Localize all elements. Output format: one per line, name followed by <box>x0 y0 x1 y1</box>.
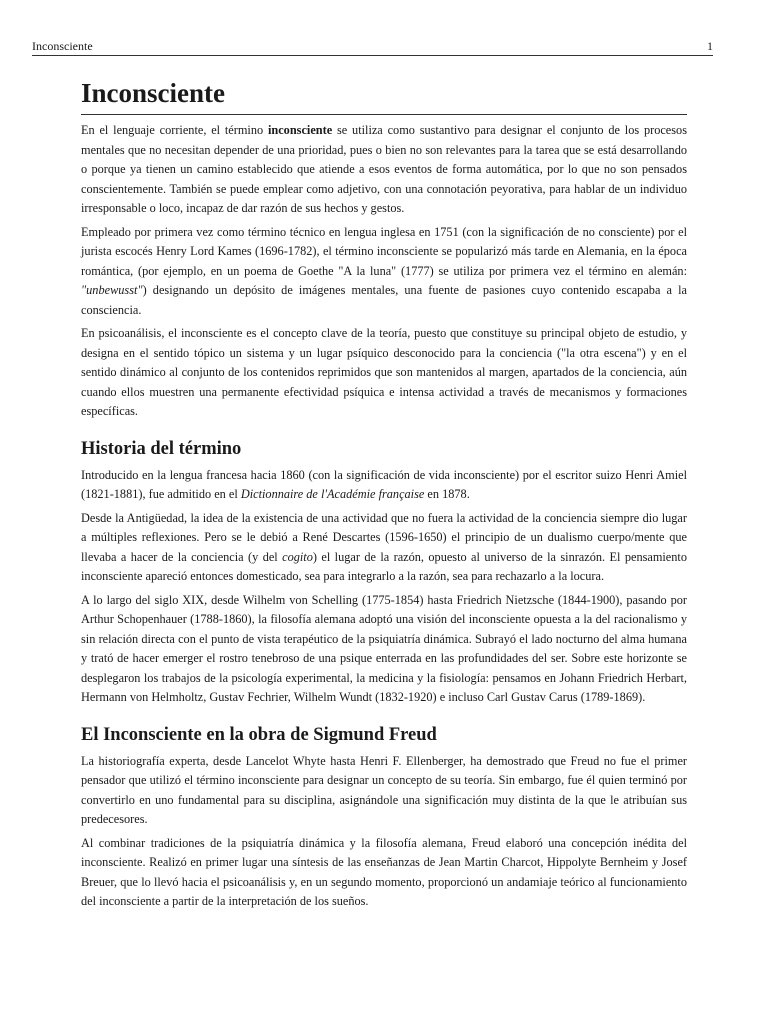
text-run: Desde la Antigüedad, la idea de la existencia de una actividad que no fuera la actividad de la conciencia siempre dio lugar a múltiples reflexiones. Pero se le debió a René Descartes (1596-1650) el principio de un dualismo cuerpo/mente que llevaba a hacer de la conciencia (y del <box>81 510 687 564</box>
bold-term: inconsciente <box>267 123 333 137</box>
historia-paragraph-1 <box>81 466 687 505</box>
text-run: ) el lugar de la razón, opuesto al universo de la sinrazón. El pensamiento inconsciente apareció entonces domesticado, sea para integrarlo a la razón, sea para rechazarlo a la locura. <box>81 549 687 583</box>
text-run: ) designando un depósito de imágenes mentales, una fuente de pasiones cuyo contenido escapaba a la consciencia. <box>81 283 687 317</box>
text-run: Empleado por primera vez como término técnico en lengua inglesa en 1751 (con la significación de no consciente) por el jurista escocés Henry Lord Kames (1696-1782), el término inconsciente se popularizó más tarde en Alemania, en la época romántica, (por ejemplo, en un poema de Goethe "A la luna" (1777) se utiliza por primera vez el término en alemán: <box>81 224 687 278</box>
text-run: En el lenguaje corriente, el término <box>81 123 268 137</box>
intro-paragraph-2 <box>81 223 687 321</box>
text-run: Introducido en la lengua francesa hacia 1860 (con la significación de vida inconsciente) por el escritor suizo Henri Amiel (1821-1881), fue admitido en el <box>81 467 687 501</box>
freud-paragraph-2: Al combinar tradiciones de la psiquiatría dinámica y la filosofía alemana, Freud elaboró una concepción inédita del inconsciente. Realizó en primer lugar una síntesis de las enseñanzas de Jean Martin Charcot, Hippolyte Bernheim y Josef Breuer, que lo llevó hacia el psicoanálisis y, en un segundo momento, proporcionó un andamiaje teórico al funcionamiento del inconsciente a partir de la interpretación de los sueños. <box>81 835 687 908</box>
historia-paragraph-2 <box>81 509 687 587</box>
header-title: Inconsciente <box>32 39 93 53</box>
historia-paragraph-3: A lo largo del siglo XIX, desde Wilhelm von Schelling (1775-1854) hasta Friedrich Nietzsche (1844-1900), pasando por Arthur Schopenhauer (1788-1860), la filosofía alemana adoptó una visión del inconsciente opuesta a la del racionalismo y sin relación directa con el punto de vista terapéutico de la psiquiatría dinámica. Subrayó el lado nocturno del alma humana y trató de hacer emerger el rostro tenebroso de una psique enterrada en las profundidades del ser. Sobre este horizonte se desplegaron los trabajos de la psicología experimental, la medicina y la fisiología: pensamos en Johann Friedrich Herbart, Hermann von Helmholtz, Gustav Fechrier, Wilhelm Wundt (1832-1920) e incluso Carl Gustav Carus (1789-1869). <box>81 592 687 704</box>
text-run: en 1878. <box>424 487 470 501</box>
italic-term: "unbewusst" <box>81 283 143 297</box>
page-number: 1 <box>707 39 713 53</box>
running-header <box>32 38 713 56</box>
section-heading-historia: Historia del término <box>81 438 242 459</box>
intro-paragraph-3: En psicoanálisis, el inconsciente es el concepto clave de la teoría, puesto que constituye su principal objeto de estudio, y designa en el sentido tópico un sistema y un lugar psíquico desconocido para la conciencia ("la otra escena") y en el sentido dinámico al conjunto de los contenidos reprimidos que son mantenidos al margen, apartados de la conciencia, aún cuando ellos muestren una permanente efectividad psíquica e intensa actividad a través de mecanismos y formaciones específicas. <box>81 326 687 418</box>
intro-paragraph-1 <box>81 121 687 219</box>
freud-paragraph-1: La historiografía experta, desde Lancelot Whyte hasta Henri F. Ellenberger, ha demostrado que Freud no fue el primer pensador que utilizó el término inconsciente para designar un concepto de su teoría. Sin embargo, fue él quien terminó por convertirlo en uno fundamental para su disciplina, asignándole una significación muy distinta de la que le atribuían sus predecesores. <box>81 753 687 826</box>
italic-term: cogito <box>282 549 313 564</box>
section-heading-freud: El Inconsciente en la obra de Sigmund Freud <box>81 724 437 745</box>
text-run: se utiliza como sustantivo para designar el conjunto de los procesos mentales que no necesitan depender de una prioridad, pues o bien no son relevantes para la tarea que se está desarrollando o porque ya tienen un camino establecido que atiende a esos eventos de forma automática, por lo que no son pensados conscientemente. También se puede emplear como adjetivo, con una connotación peyorativa, para hablar de un individuo irresponsable o loco, incapaz de dar razón de sus hechos y gestos. <box>81 123 687 215</box>
italic-title: Dictionnaire de l'Académie française <box>240 487 425 501</box>
page-title: Inconsciente <box>81 76 687 115</box>
article-body <box>81 76 687 916</box>
